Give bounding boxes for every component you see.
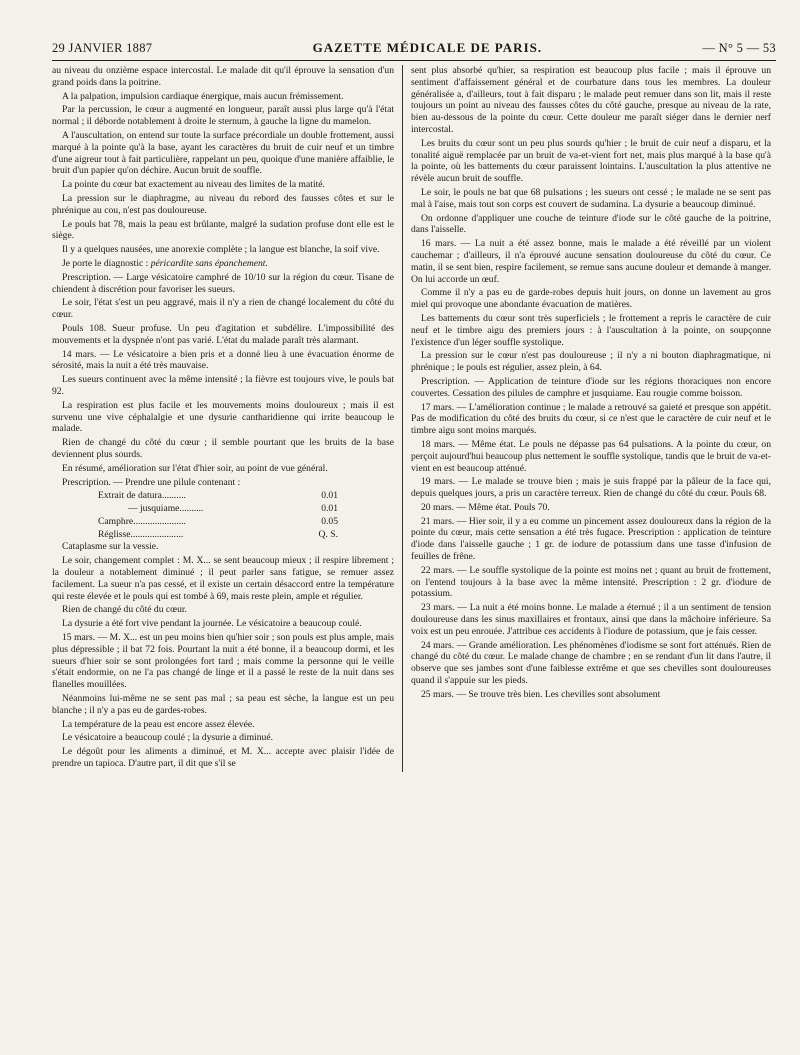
paragraph: Le dégoût pour les aliments a diminué, et M. X... accepte avec plaisir l'idée de prendre un tapioca. D'autre part, il dit que s'il se <box>52 746 394 770</box>
left-column <box>52 65 403 772</box>
paragraph: Le soir, l'état s'est un peu aggravé, mais il n'y a rien de changé localement du côté du cœur. <box>52 297 394 321</box>
paragraph: 19 mars. — Le malade se trouve bien ; mais je suis frappé par la pâleur de la face qui, depuis quelques jours, a pris un caractère terreux. Rien de changé du côté du cœur. Pouls 68. <box>411 476 771 500</box>
paragraph: Prescription. — Prendre une pilule contenant : <box>62 476 241 488</box>
paragraph: Le soir, changement complet : M. X... se sent beaucoup mieux ; il respire librement ; la douleur a notablement diminué ; il peut parler sans fatigue, se remuer assez facilement. La sueur n'a pas cessé, et il existe un certain désaccord entre la température qui reste élevée et le pouls qui est tombé à 69, mais reste plein, ample et régulier. <box>52 555 394 602</box>
formula-dose: Q. S. <box>318 528 338 540</box>
paragraph: 18 mars. — Même état. Le pouls ne dépasse pas 64 pulsations. A la pointe du cœur, on perçoit aujourd'hui beaucoup plus nettement le souffle systolique, tandis que le bruit de va-et-vient en est beaucoup atténué. <box>411 438 771 474</box>
paragraph: Cataplasme sur la vessie. <box>62 541 159 553</box>
paragraph: 17 mars. — L'amélioration continue ; le malade a retrouvé sa gaieté et presque son appétit. Pas de modification du côté des bruits du cœur, si ce n'est que le caractère de cuir neuf et le timbre aigu sont moins marqués. <box>411 401 771 437</box>
diagnosis-paragraph <box>52 258 394 270</box>
paragraph: Prescription. — Application de teinture d'iode sur les régions thoraciques non encore couvertes. Cessation des pilules de camphre et jusquiame. Eau rougie comme boisson. <box>411 375 771 399</box>
paragraph: Néanmoins lui-même ne se sent pas mal ; sa peau est sèche, la langue est un peu blanche ; il n'y a pas eu de gardes-robes. <box>52 693 394 716</box>
paragraph: La pression sur le diaphragme, au niveau du rebord des fausses côtes et sur le phrénique au cou, n'est pas douloureuse. <box>52 192 394 216</box>
paragraph: Les sueurs continuent avec la même intensité ; la fièvre est toujours vive, le pouls bat 92. <box>52 374 394 397</box>
paragraph: Comme il n'y a pas eu de garde-robes depuis huit jours, on donne un lavement au gros miel qui provoque une abondante évacuation de matières. <box>411 287 771 311</box>
header-date: 29 JANVIER 1887 <box>52 41 153 55</box>
formula-row <box>98 490 338 502</box>
formula-row <box>98 503 338 515</box>
paragraph: Le soir, le pouls ne bat que 68 pulsations ; les sueurs ont cessé ; le malade ne se sent pas mal à l'aise, mais tout son corps est couvert de sudamina. La dysurie a beaucoup diminué. <box>411 186 771 210</box>
paragraph: Par la percussion, le cœur a augmenté en longueur, paraît aussi plus large qu'à l'état normal ; il déborde notablement à droite le sternum, à gauche la ligne du mamelon. <box>52 104 394 128</box>
paragraph: 16 mars. — La nuit a été assez bonne, mais le malade a été réveillé par un violent cauchemar ; d'ailleurs, il n'a éprouvé aucune sensation douloureuse du côté du cœur. Ce matin, il se sent bien, respire facilement, se remue sans aucune douleur et demande à manger. On lui accorde un œuf. <box>411 238 771 285</box>
paragraph: 22 mars. — Le souffle systolique de la pointe est moins net ; quant au bruit de frottement, on l'entend toujours à la base avec la même intensité. Prescription : 2 gr. d'iodure de potassium. <box>411 564 771 600</box>
formula-dose: 0.01 <box>321 490 338 502</box>
paragraph: La respiration est plus facile et les mouvements moins douloureux ; mais il est survenu une vive céphalalgie et une dysurie cantharidienne qui irrite beaucoup le malade. <box>52 399 394 435</box>
diagnosis-lead: Je porte le diagnostic : <box>62 257 151 269</box>
paragraph: Le vésicatoire a beaucoup coulé ; la dysurie a diminué. <box>62 732 273 744</box>
paragraph: Il y a quelques nausées, une anorexie complète ; la langue est blanche, la soif vive. <box>62 244 380 256</box>
paragraph: Rien de changé du côté du cœur ; il semble pourtant que les bruits de la base deviennent plus sourds. <box>52 437 394 460</box>
page-header <box>52 40 776 61</box>
paragraph: Les battements du cœur sont très superficiels ; le frottement a repris le caractère de cuir neuf et le timbre aigu des premiers jours : à l'auscultation à la pointe, on soupçonne l'existence d'un léger souffle systolique. <box>411 312 771 348</box>
paragraph: La dysurie a été fort vive pendant la journée. Le vésicatoire a beaucoup coulé. <box>62 618 362 630</box>
formula-row <box>98 529 338 541</box>
formula-ingredient: — jusquiame.......... <box>128 503 204 515</box>
paragraph: La température de la peau est encore assez élevée. <box>62 718 255 730</box>
paragraph: La pointe du cœur bat exactement au niveau des limites de la matité. <box>62 179 325 191</box>
paragraph: On ordonne d'appliquer une couche de teinture d'iode sur le côté gauche de la poitrine, dans l'aisselle. <box>411 212 771 236</box>
paragraph: 14 mars. — Le vésicatoire a bien pris et a donné lieu à une évacuation énorme de sérosité, mais la nuit a été très mauvaise. <box>52 348 394 372</box>
page-number: — N° 5 — 53 <box>702 41 776 55</box>
paragraph: sent plus absorbé qu'hier, sa respiration est beaucoup plus facile ; mais il éprouve un sentiment d'affaissement général et de courbature dans tous les membres. La douleur généralisée a, d'ailleurs, tout à fait disparu ; le malade peut remuer dans son lit, mais il reste toujours un point au niveau des fausses côtes du côté gauche, presque au niveau de la rate, bien au-dessous de la pointe du cœur. Cette douleur me paraît siéger dans le dernier nerf intercostal. <box>411 65 771 135</box>
paragraph: 24 mars. — Grande amélioration. Les phénomènes d'iodisme se sont fort atténués. Rien de changé du côté du cœur. Le malade change de chambre ; en se rendant d'un lit dans l'autre, il observe que ses jambes sont d'une faiblesse extrême et que ses chevilles sont douloureuses quand il s'appuie sur les pieds. <box>411 639 771 687</box>
two-column-body <box>52 65 776 772</box>
journal-title: GAZETTE MÉDICALE DE PARIS. <box>312 40 543 55</box>
paragraph: au niveau du onzième espace intercostal. Le malade dit qu'il éprouve la sensation d'un grand poids dans la poitrine. <box>52 65 394 88</box>
formula-dose: 0.05 <box>321 515 338 527</box>
paragraph: 23 mars. — La nuit a été moins bonne. Le malade a éternué ; il a un sentiment de tension douloureuse dans les sinus maxillaires et frontaux, ainsi que dans la mâchoire inférieure. Sa voix est un peu enrouée. J'attribue ces accidents à l'iodure de potassium, que je fais cesser. <box>411 602 771 637</box>
paragraph: 21 mars. — Hier soir, il y a eu comme un pincement assez douloureux dans la région de la pointe du cœur, mais cette sensation a été très fugace. Prescription : application de teinture d'iode dans l'aisselle gauche ; 1 gr. de iodure de potassium dans une tasse d'infusion de feuilles de frêne. <box>411 515 771 563</box>
diagnosis-text: péricardite sans épanchement. <box>150 257 268 269</box>
formula-ingredient: Réglisse...................... <box>98 528 184 540</box>
paragraph: Les bruits du cœur sont un peu plus sourds qu'hier ; le bruit de cuir neuf a disparu, et la tonalité aiguë remplacée par un bruit de va-et-vient fort net, mais plus marqué à la base qu'à la pointe, où les battements du cœur paraissent lointains. L'auscultation la plus attentive ne révèle aucun bruit de souffle. <box>411 137 771 185</box>
right-column <box>403 65 771 772</box>
formula-row <box>98 516 338 528</box>
formula-dose: 0.01 <box>321 503 338 515</box>
paragraph: 25 mars. — Se trouve très bien. Les chevilles sont absolument <box>421 688 661 700</box>
paragraph: En résumé, amélioration sur l'état d'hier soir, au point de vue général. <box>62 462 328 474</box>
formula-ingredient: Camphre...................... <box>98 515 186 527</box>
paragraph: Prescription. — Large vésicatoire camphré de 10/10 sur la région du cœur. Tisane de chiendent à discrétion pour favoriser les sueurs. <box>52 271 394 295</box>
paragraph: La pression sur le cœur n'est pas douloureuse ; il n'y a ni bouton diaphragmatique, ni phrénique ; le pouls est régulier, assez plein, à 64. <box>411 350 771 374</box>
paragraph: Le pouls bat 78, mais la peau est brûlante, malgré la sudation profuse dont elle est le siège. <box>52 218 394 242</box>
paragraph: 20 mars. — Même état. Pouls 70. <box>421 501 550 513</box>
paragraph: A la palpation, impulsion cardiaque énergique, mais aucun frémissement. <box>62 90 344 102</box>
paragraph: 15 mars. — M. X... est un peu moins bien qu'hier soir ; son pouls est plus ample, mais plus dépressible ; il bat 72 fois. Pourtant la nuit a été bonne, il a beaucoup dormi, et les sueurs d'hier soir se sont prolongées fort tard ; mais comme la personne qui le veille s'était endormie, on ne l'a pas changé de linge et il a passé le reste de la nuit dans ses flanelles mouillées. <box>52 632 394 691</box>
paragraph: A l'auscultation, on entend sur toute la surface précordiale un double frottement, aussi marqué à la pointe qu'à la base, ayant les caractères du bruit de cuir neuf et un timbre d'une aigreur tout à fait particulière, rappelant un peu, quoique d'une manière affaiblie, le bruit d'un papier qu'on déchire. Aucun bruit de souffle. <box>52 129 394 177</box>
formula-ingredient: Extrait de datura.......... <box>98 490 186 502</box>
paragraph: Rien de changé du côté du cœur. <box>62 604 187 616</box>
paragraph: Pouls 108. Sueur profuse. Un peu d'agitation et subdélire. L'impossibilité des mouvements et la dyspnée n'ont pas varié. L'état du malade paraît très alarmant. <box>52 322 394 346</box>
